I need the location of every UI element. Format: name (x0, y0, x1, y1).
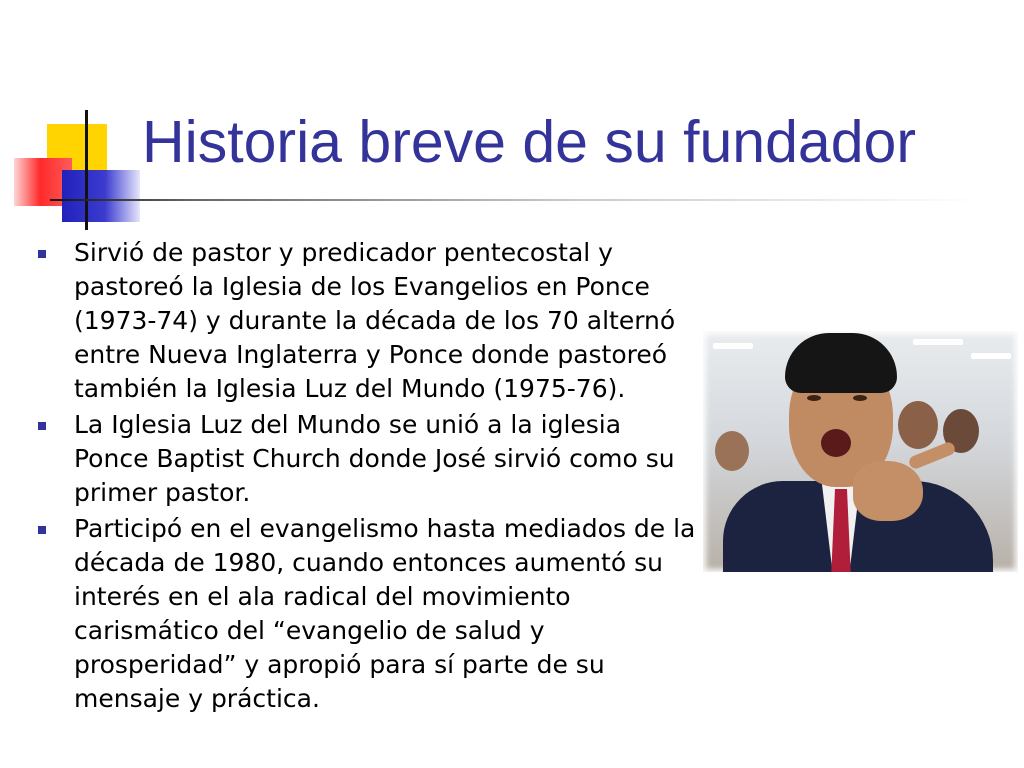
square-bullet-icon (38, 422, 46, 430)
bullet-item (30, 236, 700, 406)
bullet-text: Participó en el evangelismo hasta mediados de la década de 1980, cuando entonces aumentó su interés en el ala radical del movimiento carismático del “evangelio de salud y prosperidad” y apropió para sí parte de su mensaje y práctica. (74, 514, 696, 713)
bullet-list (30, 236, 700, 718)
slide-title: Historia breve de su fundador (142, 109, 917, 175)
bullet-item (30, 512, 700, 716)
founder-photo (703, 331, 1018, 572)
bullet-text: La Iglesia Luz del Mundo se unió a la iglesia Ponce Baptist Church donde José sirvió como su primer pastor. (74, 410, 675, 507)
title-underline (50, 199, 980, 201)
bullet-text: Sirvió de pastor y predicador pentecostal y pastoreó la Iglesia de los Evangelios en Ponce (1973-74) y durante la década de los 70 alternó entre Nueva Inglaterra y Ponce donde pastoreó también la Iglesia Luz del Mundo (1975-76). (74, 238, 676, 403)
blue-square (62, 170, 140, 222)
title-decoration (0, 0, 160, 240)
vertical-rule (85, 110, 88, 230)
bullet-item (30, 408, 700, 510)
square-bullet-icon (38, 526, 46, 534)
square-bullet-icon (38, 250, 46, 258)
